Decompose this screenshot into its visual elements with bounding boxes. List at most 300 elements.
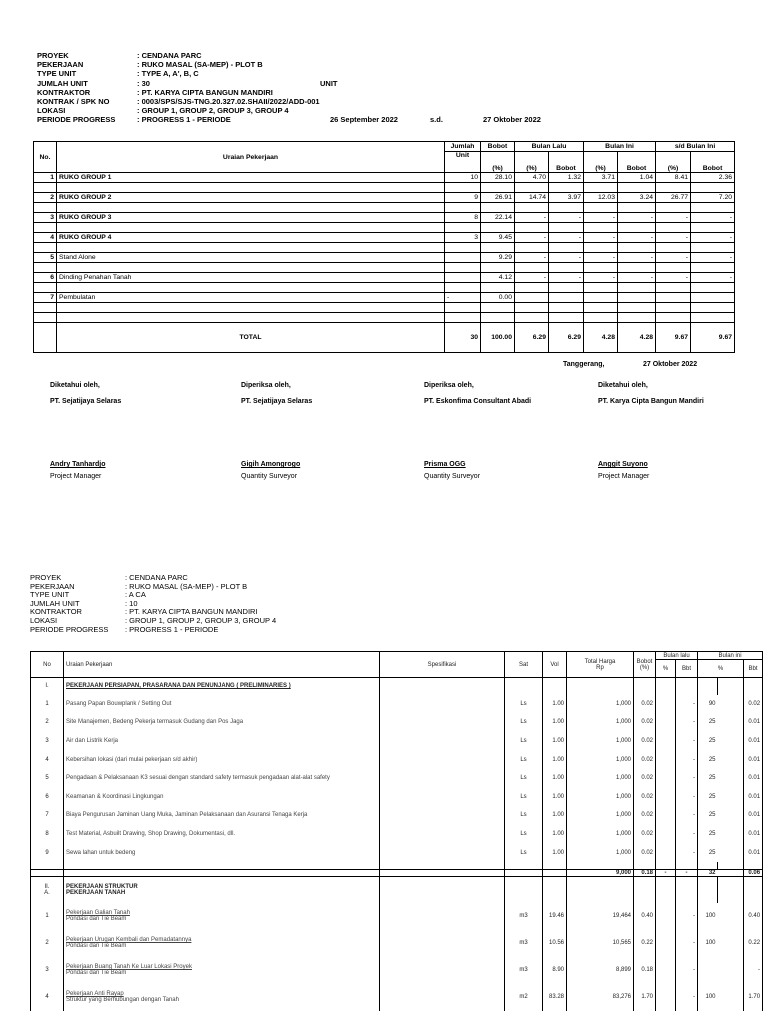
table-row bbox=[31, 713, 763, 732]
header-label: PEKERJAAN bbox=[37, 60, 84, 70]
cell-sd-bbt: - bbox=[691, 273, 735, 283]
table-row bbox=[31, 787, 763, 806]
subtotal-bi-pct: 32 bbox=[698, 870, 718, 877]
cell-bl-bbt: - bbox=[549, 273, 584, 283]
cell-jml bbox=[445, 273, 481, 283]
row-bi-pct-2 bbox=[718, 787, 744, 806]
col2-bobot: Bobot (%) bbox=[634, 652, 656, 678]
empty-cell bbox=[380, 870, 505, 877]
signature-company: PT. Eskonfima Consultant Abadi bbox=[424, 398, 532, 405]
table-row bbox=[31, 806, 763, 825]
col2-uraian: Uraian Pekerjaan bbox=[64, 652, 380, 678]
row-harga: 83,276 bbox=[567, 984, 634, 1011]
row-harga: 1,000 bbox=[567, 843, 634, 862]
row-name: Air dan Listrik Kerja bbox=[64, 732, 380, 751]
total-label: TOTAL bbox=[57, 323, 445, 353]
row-bi-bbt: 1.70 bbox=[744, 984, 763, 1011]
row-bobot: 0.40 bbox=[634, 903, 656, 930]
row-bobot: 0.02 bbox=[634, 806, 656, 825]
row-spec bbox=[380, 732, 505, 751]
row-bl-pct bbox=[656, 732, 676, 751]
row-sat: m3 bbox=[505, 903, 543, 930]
row-bi-pct-2 bbox=[718, 806, 744, 825]
header-value: : A CA bbox=[125, 590, 146, 600]
row-name: Stand Alone bbox=[57, 253, 445, 263]
row-bi-pct-2 bbox=[718, 750, 744, 769]
header-label: LOKASI bbox=[30, 615, 58, 625]
total-sd-bobot: 9.67 bbox=[691, 323, 735, 353]
table-row bbox=[34, 213, 735, 223]
header-value: : PROGRESS 1 - PERIODE bbox=[125, 624, 219, 634]
empty-cell bbox=[31, 862, 64, 870]
cell-jml bbox=[445, 253, 481, 263]
cell-bi-bbt: - bbox=[618, 213, 656, 223]
place-label: Tanggerang, bbox=[563, 361, 605, 368]
row-bi-pct-2 bbox=[718, 957, 744, 984]
empty-cell bbox=[634, 877, 656, 903]
cell-bi-pct: - bbox=[584, 253, 618, 263]
section-no: I. bbox=[31, 678, 64, 695]
row-bl-bbt: - bbox=[676, 806, 698, 825]
cell-bl-pct: - bbox=[515, 213, 549, 223]
row-name: Pasang Papan Bouwplank / Setting Out bbox=[64, 695, 380, 714]
total-bi-bobot: 4.28 bbox=[618, 323, 656, 353]
col2-bl-bbt: Bbt bbox=[676, 660, 698, 678]
row-no: 5 bbox=[31, 769, 64, 788]
cell-bi-pct: - bbox=[584, 213, 618, 223]
row-bi-bbt: 0.01 bbox=[744, 769, 763, 788]
row-bobot: 0.02 bbox=[634, 769, 656, 788]
header-value: : PROGRESS 1 - PERIODE bbox=[137, 115, 231, 125]
row-bobot: 0.22 bbox=[634, 930, 656, 957]
header-label: JUMLAH UNIT bbox=[37, 78, 88, 88]
row-name: RUKO GROUP 1 bbox=[57, 173, 445, 183]
cell-sd-bbt: 7.20 bbox=[691, 193, 735, 203]
empty-cell bbox=[505, 678, 543, 695]
cell-sd-bbt: - bbox=[691, 233, 735, 243]
empty-cell bbox=[718, 862, 744, 870]
empty-cell bbox=[744, 877, 763, 903]
cell-bl-pct: 14.74 bbox=[515, 193, 549, 203]
signature-role: Diperiksa oleh, bbox=[241, 382, 291, 389]
total-row bbox=[34, 323, 735, 353]
row-name: RUKO GROUP 3 bbox=[57, 213, 445, 223]
table-row bbox=[34, 173, 735, 183]
col2-bi-bbt: Bbt bbox=[744, 660, 763, 678]
signature-role: Diperiksa oleh, bbox=[424, 382, 474, 389]
row-bobot: 0.02 bbox=[634, 695, 656, 714]
row-bl-pct bbox=[656, 806, 676, 825]
col-bobot: Bobot bbox=[481, 142, 515, 152]
row-bl-bbt: - bbox=[676, 984, 698, 1011]
cell-bi-pct bbox=[584, 293, 618, 303]
row-name: Site Manajemen, Bedeng Pekerja termasuk Gudang dan Pos Jaga bbox=[64, 713, 380, 732]
empty-cell bbox=[718, 877, 744, 903]
row-bi-pct-2 bbox=[718, 984, 744, 1011]
row-no: 1 bbox=[31, 903, 64, 930]
empty-cell bbox=[676, 862, 698, 870]
row-bi-bbt: 0.01 bbox=[744, 750, 763, 769]
cell-bobot: 22.14 bbox=[481, 213, 515, 223]
empty-cell bbox=[31, 870, 64, 877]
empty-cell bbox=[505, 870, 543, 877]
row-harga: 8,899 bbox=[567, 957, 634, 984]
table-row bbox=[31, 695, 763, 714]
row-bobot: 0.18 bbox=[634, 957, 656, 984]
header-value: : RUKO MASAL (SA-MEP) - PLOT B bbox=[125, 581, 248, 591]
header-value: : PT. KARYA CIPTA BANGUN MANDIRI bbox=[137, 87, 273, 97]
empty-cell bbox=[634, 862, 656, 870]
empty-cell bbox=[380, 862, 505, 870]
row-bl-bbt: - bbox=[676, 930, 698, 957]
spacer-row bbox=[34, 243, 735, 253]
row-bl-bbt: - bbox=[676, 903, 698, 930]
cell-bl-bbt: - bbox=[549, 233, 584, 243]
row-harga: 1,000 bbox=[567, 732, 634, 751]
row-bobot: 0.02 bbox=[634, 787, 656, 806]
row-bi-bbt: 0.01 bbox=[744, 806, 763, 825]
header-label: TYPE UNIT bbox=[37, 69, 77, 79]
signature-name: Prisma OGG bbox=[424, 461, 466, 468]
table-row bbox=[31, 957, 763, 984]
header-value: : PT. KARYA CIPTA BANGUN MANDIRI bbox=[125, 607, 258, 617]
row-no: 4 bbox=[31, 750, 64, 769]
section-no-sub: A. bbox=[44, 890, 50, 897]
empty-cell bbox=[698, 678, 718, 695]
row-no: 2 bbox=[34, 193, 57, 203]
subtotal-row bbox=[31, 870, 763, 877]
cell-bobot: 4.12 bbox=[481, 273, 515, 283]
row-bi-pct-2 bbox=[718, 843, 744, 862]
row-no: 3 bbox=[34, 213, 57, 223]
cell-bobot: 26.91 bbox=[481, 193, 515, 203]
table-row bbox=[31, 750, 763, 769]
row-vol: 1.00 bbox=[543, 843, 567, 862]
row-no: 1 bbox=[31, 695, 64, 714]
spacer-row bbox=[34, 283, 735, 293]
progress-summary-table bbox=[33, 141, 735, 353]
total-jumlah: 30 bbox=[445, 323, 481, 353]
empty-cell bbox=[64, 862, 380, 870]
row-bi-pct bbox=[698, 957, 718, 984]
row-bi-bbt: 0.01 bbox=[744, 732, 763, 751]
cell-sd-pct: - bbox=[656, 233, 691, 243]
empty-cell bbox=[505, 877, 543, 903]
col-unit: Unit bbox=[445, 152, 481, 173]
col-bl-bobot: Bobot bbox=[549, 152, 584, 173]
empty-cell bbox=[380, 678, 505, 695]
empty-cell bbox=[543, 678, 567, 695]
spacer-row bbox=[34, 303, 735, 313]
cell-sd-bbt: - bbox=[691, 253, 735, 263]
row-spec bbox=[380, 903, 505, 930]
section-no bbox=[31, 877, 64, 903]
table-row bbox=[31, 843, 763, 862]
row-name bbox=[64, 903, 380, 930]
table-row bbox=[34, 293, 735, 303]
row-item-name: Pondasi dan Tie Beam bbox=[66, 970, 127, 977]
row-bi-pct-2 bbox=[718, 769, 744, 788]
spacer-row bbox=[34, 183, 735, 193]
cell-sd-pct: - bbox=[656, 213, 691, 223]
row-name: Kebersihan lokasi (dari mulai pekerjaan s/d akhir) bbox=[64, 750, 380, 769]
spacer-row bbox=[34, 223, 735, 233]
row-bi-bbt: 0.22 bbox=[744, 930, 763, 957]
row-spec bbox=[380, 957, 505, 984]
table-row bbox=[34, 253, 735, 263]
row-vol: 1.00 bbox=[543, 695, 567, 714]
cell-bl-bbt: - bbox=[549, 253, 584, 263]
signature-role: Diketahui oleh, bbox=[50, 382, 100, 389]
col2-spesifikasi: Spesifikasi bbox=[380, 652, 505, 678]
row-spec bbox=[380, 843, 505, 862]
row-no: 6 bbox=[31, 787, 64, 806]
header-label: PERIODE PROGRESS bbox=[30, 624, 109, 634]
row-name bbox=[64, 930, 380, 957]
col-uraian: Uraian Pekerjaan bbox=[57, 142, 445, 173]
work-items-table bbox=[30, 651, 763, 1011]
row-name: Test Material, Asbuilt Drawing, Shop Drawing, Dokumentasi, dll. bbox=[64, 825, 380, 844]
subtotal-harga: 9,000 bbox=[567, 870, 634, 877]
row-vol: 1.00 bbox=[543, 825, 567, 844]
signature-company: PT. Sejatijaya Selaras bbox=[50, 398, 122, 405]
row-sat: Ls bbox=[505, 713, 543, 732]
row-bobot: 1.70 bbox=[634, 984, 656, 1011]
empty-cell bbox=[567, 678, 634, 695]
table-row bbox=[31, 903, 763, 930]
row-harga: 1,000 bbox=[567, 750, 634, 769]
cell-bobot: 9.29 bbox=[481, 253, 515, 263]
row-sat: m2 bbox=[505, 984, 543, 1011]
section-title-main: PEKERJAAN STRUKTUR bbox=[66, 884, 138, 891]
empty-cell bbox=[656, 877, 676, 903]
row-vol: 1.00 bbox=[543, 769, 567, 788]
row-bi-pct-2 bbox=[718, 903, 744, 930]
cell-bl-bbt: - bbox=[549, 213, 584, 223]
row-no: 2 bbox=[31, 930, 64, 957]
cell-sd-bbt: 2.36 bbox=[691, 173, 735, 183]
cell-bl-bbt: 3.97 bbox=[549, 193, 584, 203]
row-sat: Ls bbox=[505, 787, 543, 806]
cell-bobot: 28.10 bbox=[481, 173, 515, 183]
row-item-title: Pekerjaan Anti Rayap bbox=[66, 991, 124, 998]
period-from: 26 September 2022 bbox=[330, 115, 398, 125]
section-row bbox=[31, 877, 763, 903]
row-bl-bbt: - bbox=[676, 732, 698, 751]
row-bl-bbt: - bbox=[676, 750, 698, 769]
row-spec bbox=[380, 984, 505, 1011]
total-sd-pct: 9.67 bbox=[656, 323, 691, 353]
row-bi-pct: 25 bbox=[698, 787, 718, 806]
header-value: : RUKO MASAL (SA-MEP) - PLOT B bbox=[137, 60, 263, 70]
row-vol: 8.90 bbox=[543, 957, 567, 984]
empty-cell bbox=[543, 862, 567, 870]
row-sat: Ls bbox=[505, 750, 543, 769]
cell-bi-bbt: - bbox=[618, 233, 656, 243]
row-vol: 1.00 bbox=[543, 787, 567, 806]
empty-cell bbox=[543, 877, 567, 903]
row-name: Keamanan & Koordinasi Lingkungan bbox=[64, 787, 380, 806]
row-sat: Ls bbox=[505, 769, 543, 788]
signature-name: Anggit Suyono bbox=[598, 461, 648, 468]
row-bl-bbt: - bbox=[676, 695, 698, 714]
cell-sd-pct: - bbox=[656, 253, 691, 263]
table-row bbox=[31, 825, 763, 844]
empty-cell bbox=[567, 877, 634, 903]
row-name: Pembulatan bbox=[57, 293, 445, 303]
row-name: Dinding Penahan Tanah bbox=[57, 273, 445, 283]
row-no: 3 bbox=[31, 732, 64, 751]
col2-bi-pct: % bbox=[698, 660, 744, 678]
row-harga: 1,000 bbox=[567, 787, 634, 806]
row-bl-pct bbox=[656, 843, 676, 862]
empty-cell bbox=[64, 870, 380, 877]
row-harga: 1,000 bbox=[567, 769, 634, 788]
row-bi-pct: 100 bbox=[698, 984, 718, 1011]
row-bi-pct: 25 bbox=[698, 732, 718, 751]
row-bi-pct: 100 bbox=[698, 903, 718, 930]
row-bobot: 0.02 bbox=[634, 843, 656, 862]
row-bl-pct bbox=[656, 825, 676, 844]
row-bi-bbt: - bbox=[744, 957, 763, 984]
row-bobot: 0.02 bbox=[634, 825, 656, 844]
header-value: : CENDANA PARC bbox=[125, 573, 188, 582]
total-bi-pct: 4.28 bbox=[584, 323, 618, 353]
header-label: LOKASI bbox=[37, 106, 66, 116]
row-bl-bbt: - bbox=[676, 787, 698, 806]
header-label: KONTRAK / SPK NO bbox=[37, 96, 110, 106]
row-name: Sewa lahan untuk bedeng bbox=[64, 843, 380, 862]
row-spec bbox=[380, 695, 505, 714]
row-no: 9 bbox=[31, 843, 64, 862]
row-bi-pct-2 bbox=[718, 732, 744, 751]
signature-name: Gigih Amongrogo bbox=[241, 461, 301, 468]
row-name bbox=[64, 984, 380, 1011]
empty-cell bbox=[698, 862, 718, 870]
row-harga: 10,565 bbox=[567, 930, 634, 957]
section-title bbox=[64, 877, 380, 903]
period-to: 27 Oktober 2022 bbox=[483, 115, 541, 125]
signature-role: Diketahui oleh, bbox=[598, 382, 648, 389]
col2-bulan-ini: Bulan ini bbox=[698, 652, 763, 660]
empty-cell bbox=[698, 877, 718, 903]
header-label: PROYEK bbox=[37, 51, 69, 60]
col2-no: No bbox=[31, 652, 64, 678]
spacer-row bbox=[34, 203, 735, 213]
row-bl-pct bbox=[656, 750, 676, 769]
row-sat: Ls bbox=[505, 843, 543, 862]
row-bl-bbt: - bbox=[676, 825, 698, 844]
total-bobot: 100.00 bbox=[481, 323, 515, 353]
row-bl-bbt: - bbox=[676, 843, 698, 862]
table-row bbox=[31, 930, 763, 957]
cell-jml: 3 bbox=[445, 233, 481, 243]
cell-sd-bbt bbox=[691, 293, 735, 303]
row-item-title: Pekerjaan Buang Tanah Ke Luar Lokasi Proyek bbox=[66, 964, 192, 971]
row-bobot: 0.02 bbox=[634, 732, 656, 751]
cell-sd-pct bbox=[656, 293, 691, 303]
row-vol: 19.46 bbox=[543, 903, 567, 930]
cell-bl-bbt bbox=[549, 293, 584, 303]
row-spec bbox=[380, 806, 505, 825]
row-harga: 1,000 bbox=[567, 806, 634, 825]
col-bulan-lalu: Bulan Lalu bbox=[515, 142, 584, 152]
row-bl-bbt: - bbox=[676, 957, 698, 984]
cell-bi-pct: - bbox=[584, 273, 618, 283]
empty-cell bbox=[656, 678, 676, 695]
cell-sd-pct: - bbox=[656, 273, 691, 283]
row-bl-bbt: - bbox=[676, 713, 698, 732]
row-bl-pct bbox=[656, 769, 676, 788]
cell-sd-pct: 8.41 bbox=[656, 173, 691, 183]
header-value: : TYPE A, A', B, C bbox=[137, 69, 199, 79]
cell-bi-bbt: - bbox=[618, 253, 656, 263]
row-item-title: Pekerjaan Urugan Kembali dan Pemadatannya bbox=[66, 937, 192, 944]
subtotal-bi-bbt: 0.06 bbox=[744, 870, 763, 877]
header-unit: UNIT bbox=[320, 78, 338, 88]
row-vol: 1.00 bbox=[543, 750, 567, 769]
col-sd-pct: (%) bbox=[656, 152, 691, 173]
section-no-main: II. bbox=[44, 884, 50, 891]
col-sd-bobot: Bobot bbox=[691, 152, 735, 173]
spacer-row bbox=[34, 313, 735, 323]
col-no: No. bbox=[34, 142, 57, 173]
row-no: 4 bbox=[34, 233, 57, 243]
row-no: 2 bbox=[31, 713, 64, 732]
empty-cell bbox=[744, 862, 763, 870]
row-no: 8 bbox=[31, 825, 64, 844]
col-bulan-ini: Bulan Ini bbox=[584, 142, 656, 152]
table-row bbox=[34, 273, 735, 283]
row-item-name: Struktur yang Berhubungan dengan Tanah bbox=[66, 997, 179, 1004]
row-spec bbox=[380, 713, 505, 732]
subtotal-bobot: 0.18 bbox=[634, 870, 656, 877]
empty-cell bbox=[718, 678, 744, 695]
row-no: 7 bbox=[31, 806, 64, 825]
signature-position: Project Manager bbox=[598, 473, 650, 480]
row-spec bbox=[380, 930, 505, 957]
cell-bl-bbt: 1.32 bbox=[549, 173, 584, 183]
row-bl-pct bbox=[656, 984, 676, 1011]
spacer-row bbox=[34, 263, 735, 273]
col2-vol: Vol bbox=[543, 652, 567, 678]
row-sat: m3 bbox=[505, 957, 543, 984]
total-bl-bobot: 6.29 bbox=[549, 323, 584, 353]
header-label: PROYEK bbox=[30, 573, 62, 582]
row-bi-pct-2 bbox=[718, 713, 744, 732]
row-bl-pct bbox=[656, 713, 676, 732]
row-bi-pct-2 bbox=[718, 695, 744, 714]
row-bobot: 0.02 bbox=[634, 713, 656, 732]
row-item-name: Pondasi dan Tie Beam bbox=[66, 916, 127, 923]
row-no: 3 bbox=[31, 957, 64, 984]
col2-bulan-lalu: Bulan lalu bbox=[656, 652, 698, 660]
row-bi-bbt: 0.01 bbox=[744, 787, 763, 806]
row-bi-pct: 25 bbox=[698, 713, 718, 732]
header-label: KONTRAKTOR bbox=[37, 87, 91, 97]
row-spec bbox=[380, 825, 505, 844]
header-value: : CENDANA PARC bbox=[137, 51, 202, 60]
row-bi-pct: 25 bbox=[698, 825, 718, 844]
row-bl-pct bbox=[656, 903, 676, 930]
row-sat: m3 bbox=[505, 930, 543, 957]
row-bi-pct-2 bbox=[718, 825, 744, 844]
col-sd-bulan-ini: s/d Bulan Ini bbox=[656, 142, 735, 152]
cell-bl-pct: - bbox=[515, 273, 549, 283]
row-vol: 83.28 bbox=[543, 984, 567, 1011]
row-no: 1 bbox=[34, 173, 57, 183]
header-value: : GROUP 1, GROUP 2, GROUP 3, GROUP 4 bbox=[137, 106, 289, 116]
